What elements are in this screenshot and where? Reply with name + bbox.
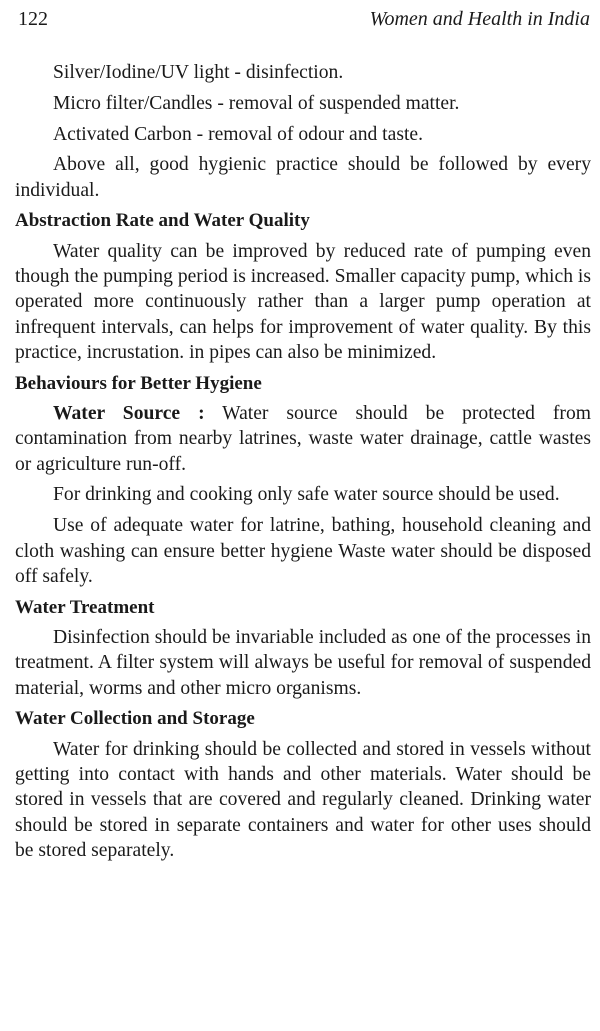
paragraph-water-source bbox=[15, 401, 591, 477]
water-source-lead: Water Source : bbox=[53, 403, 205, 425]
paragraph-adequate-water: Use of adequate water for latrine, bathing, household cleaning and cloth washing can ensure better hygiene Waste water should be disposed off safely. bbox=[15, 515, 591, 587]
heading-water-treatment: Water Treatment bbox=[15, 596, 155, 618]
page-number: 122 bbox=[18, 8, 48, 30]
paragraph-water-collection: Water for drinking should be collected and stored in vessels without getting into contact with hands and other materials. Water should be stored in vessels that are covered and regularly cleaned. Drinking water should be stored in separate containers and water for other uses should be stored separately. bbox=[15, 738, 591, 861]
paragraph-water-treatment: Disinfection should be invariable included as one of the processes in treatment. A filter system will always be useful for removal of suspended material, worms and other micro organisms. bbox=[15, 626, 591, 699]
paragraph-abstraction-rate: Water quality can be improved by reduced rate of pumping even though the pumping period is increased. Smaller capacity pump, which is operated more continuously rather than a larger pump operation at infrequent intervals, can helps for improvement of water quality. By this practice, incrustation. in pipes can also be minimized. bbox=[15, 240, 591, 363]
paragraph-micro-filter: Micro filter/Candles - removal of suspended matter. bbox=[53, 92, 460, 114]
page-header bbox=[18, 8, 590, 38]
paragraph-hygienic-practice: Above all, good hygienic practice should be followed by every individual. bbox=[15, 154, 591, 201]
paragraph-drinking-cooking: For drinking and cooking only safe water source should be used. bbox=[53, 484, 560, 506]
page-body bbox=[15, 60, 591, 869]
heading-water-collection: Water Collection and Storage bbox=[15, 708, 255, 730]
running-title: Women and Health in India bbox=[369, 8, 590, 30]
heading-abstraction-rate: Abstraction Rate and Water Quality bbox=[15, 210, 310, 232]
paragraph-activated-carbon: Activated Carbon - removal of odour and taste. bbox=[53, 123, 423, 145]
paragraph-silver: Silver/Iodine/UV light - disinfection. bbox=[53, 62, 344, 83]
heading-behaviours: Behaviours for Better Hygiene bbox=[15, 372, 262, 394]
water-source-text: Water source should be protected from contamination from nearby latrines, waste water drainage, cattle wastes or agriculture run-off. bbox=[15, 403, 591, 475]
